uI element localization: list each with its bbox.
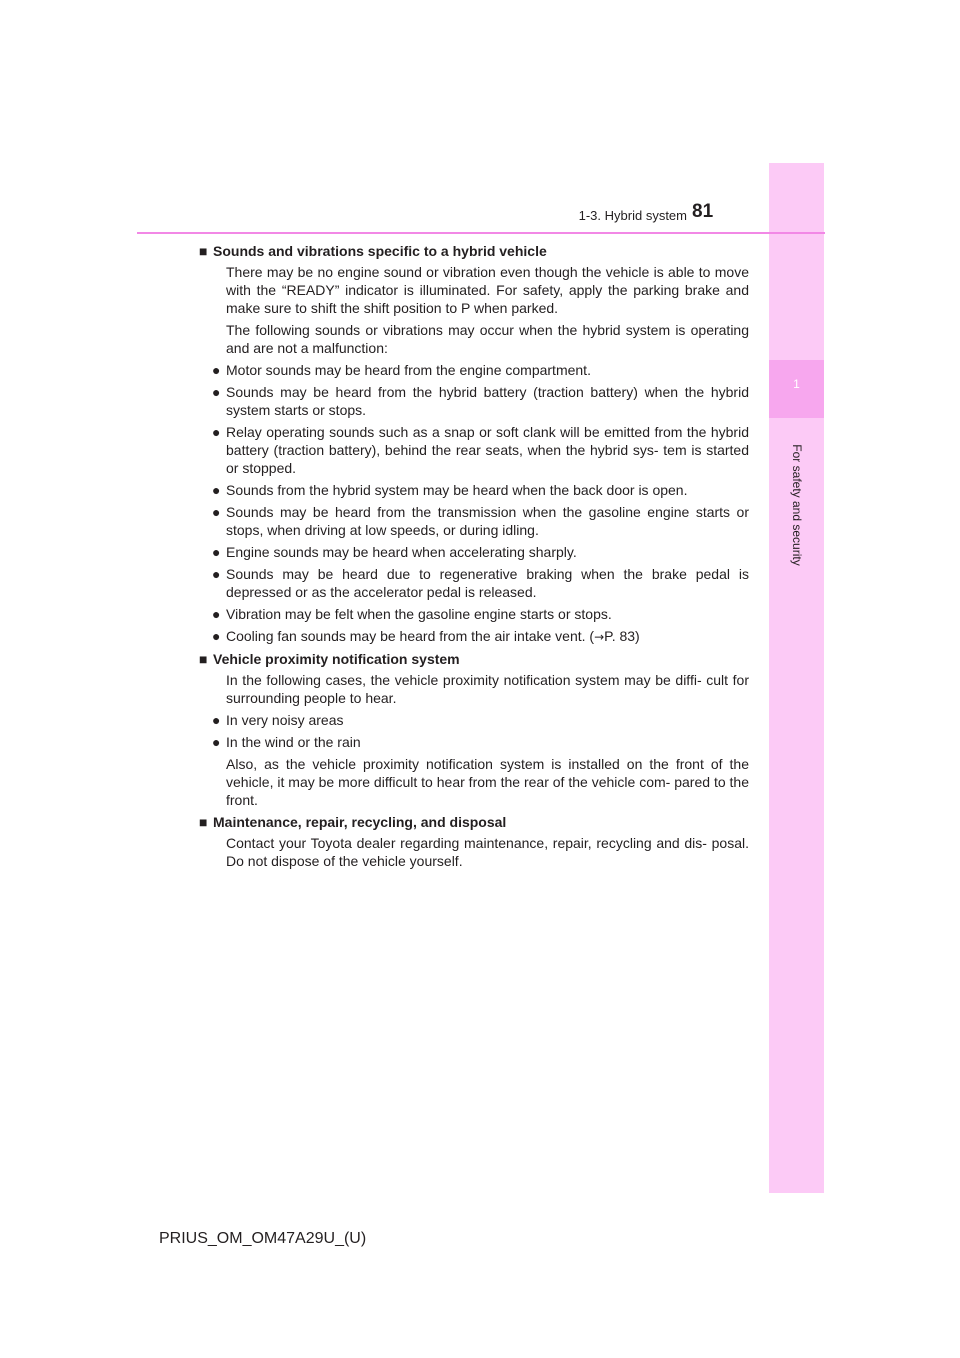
bullet-marker: ● (212, 482, 221, 498)
section-heading (199, 813, 749, 831)
chapter-label-container (769, 425, 824, 585)
side-tab (769, 163, 824, 1193)
list-item (213, 627, 749, 646)
list-item-text: Sounds may be heard from the transmission when the gasoline engine starts or stops, when driving at low speeds, or during idling. (226, 504, 749, 538)
heading-text: Sounds and vibrations specific to a hybrid vehicle (213, 243, 547, 259)
list-item-text: Motor sounds may be heard from the engine compartment. (226, 362, 591, 378)
chapter-number: 1 (769, 360, 824, 418)
paragraph: In the following cases, the vehicle proximity notification system may be diffi- cult for surrounding people to hear. (226, 672, 749, 706)
section-heading (199, 242, 749, 260)
heading-text: Maintenance, repair, recycling, and disposal (213, 814, 507, 830)
chapter-label: For safety and security (789, 444, 804, 566)
bullet-marker: ● (212, 606, 221, 622)
paragraph: Contact your Toyota dealer regarding maintenance, repair, recycling and dis- posal. Do not dispose of the vehicle yourself. (226, 835, 749, 869)
arrow-icon: → (594, 630, 605, 644)
list-item-text: Sounds may be heard due to regenerative braking when the brake pedal is depressed or as the accelerator pedal is released. (226, 566, 749, 600)
bullet-marker: ● (212, 384, 221, 400)
heading-marker: ■ (199, 814, 208, 830)
bullet-marker: ● (212, 362, 221, 378)
bullet-marker: ● (212, 734, 221, 750)
paragraph: Also, as the vehicle proximity notification system is installed on the front of the vehicle, it may be more difficult to hear from the rear of the vehicle com- pared to the front. (226, 756, 749, 808)
paragraph: The following sounds or vibrations may occur when the hybrid system is operating and are not a malfunction: (226, 322, 749, 356)
list-item (213, 711, 749, 729)
list-item (213, 503, 749, 539)
list-item (213, 383, 749, 419)
section-title: 1-3. Hybrid system (578, 208, 687, 223)
bullet-marker: ● (212, 424, 221, 440)
list-item-text: Vibration may be felt when the gasoline engine starts or stops. (226, 606, 612, 622)
list-item-text: In the wind or the rain (226, 734, 361, 750)
page-number: 81 (692, 201, 714, 222)
list-item-text: Sounds from the hybrid system may be heard when the back door is open. (226, 482, 688, 498)
bullet-marker: ● (212, 504, 221, 520)
list-item-text: Cooling fan sounds may be heard from the air intake vent. ( (226, 628, 595, 644)
paragraph: There may be no engine sound or vibration even though the vehicle is able to move with the “READY” indicator is illuminated. For safety, apply the parking brake and make sure to shift the shift position to P when parked. (226, 264, 749, 316)
bullet-marker: ● (212, 544, 221, 560)
bullet-marker: ● (212, 712, 221, 728)
list-item-text: Relay operating sounds such as a snap or soft clank will be emitted from the hybrid battery (traction battery), behind the rear seats, when the hybrid sys- tem is started or stopped. (226, 424, 749, 476)
page-reference-link[interactable]: P. 83) (604, 628, 640, 644)
list-item (213, 481, 749, 499)
heading-marker: ■ (199, 651, 208, 667)
document-code: PRIUS_OM_OM47A29U_(U) (159, 1230, 367, 1247)
bullet-marker: ● (212, 628, 221, 644)
section-heading (199, 650, 749, 668)
list-item-text: Sounds may be heard from the hybrid battery (traction battery) when the hybrid system starts or stops. (226, 384, 749, 418)
bullet-marker: ● (212, 566, 221, 582)
list-item (213, 543, 749, 561)
page-content (199, 242, 749, 874)
heading-text: Vehicle proximity notification system (213, 651, 460, 667)
list-item (213, 565, 749, 601)
list-item (213, 605, 749, 623)
list-item-text: In very noisy areas (226, 712, 344, 728)
list-item-text: Engine sounds may be heard when accelerating sharply. (226, 544, 577, 560)
list-item (213, 361, 749, 379)
list-item (213, 733, 749, 751)
heading-marker: ■ (199, 243, 208, 259)
list-item (213, 423, 749, 477)
header-rule (137, 232, 825, 234)
